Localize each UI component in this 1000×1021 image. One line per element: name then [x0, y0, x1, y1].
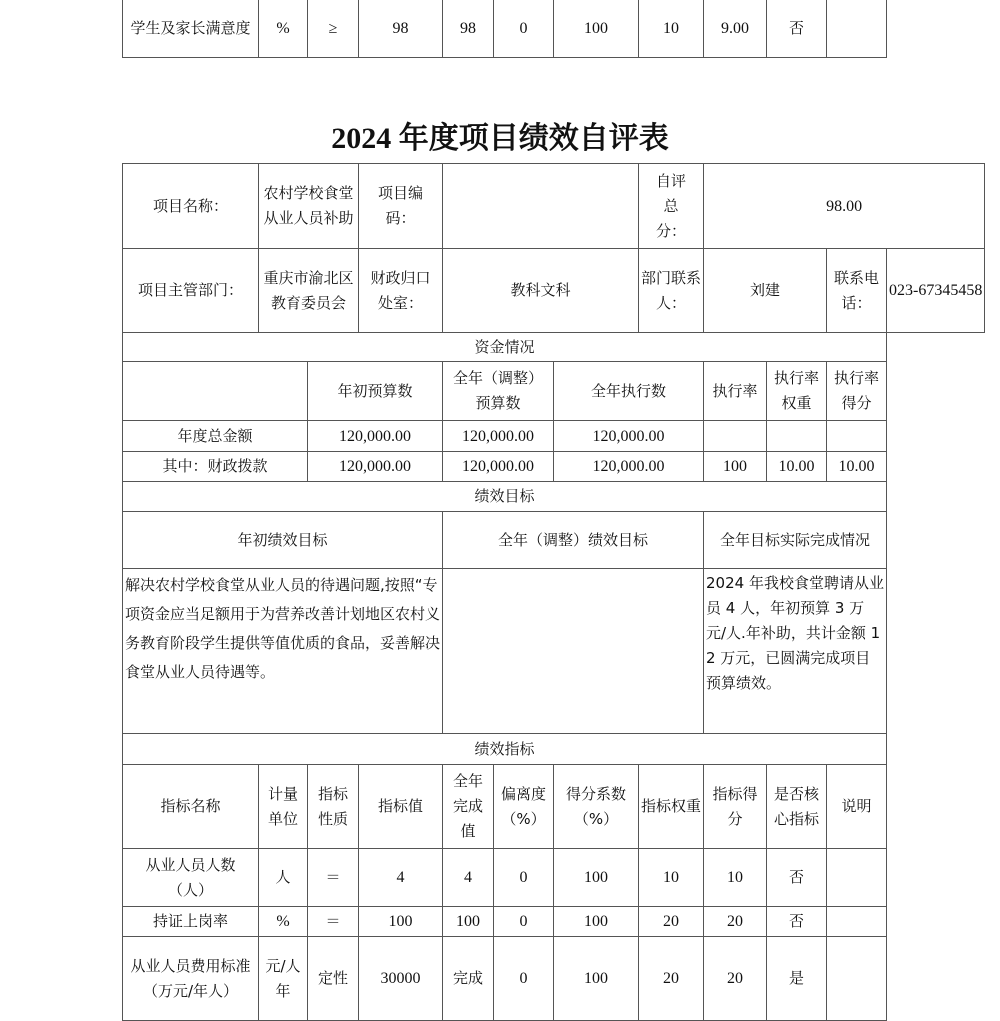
indicator-actual: 98 [443, 0, 494, 58]
indicator-weight: 20 [639, 937, 704, 1021]
indicator-score-coef: 100 [554, 937, 639, 1021]
funds-exec-score: 10.00 [827, 452, 887, 482]
funds-exec-score [827, 421, 887, 452]
indicator-nature: ≥ [308, 0, 359, 58]
indicator-weight: 10 [639, 849, 704, 907]
indicator-name: 从业人员费用标准（万元/年人） [123, 937, 259, 1021]
indicator-unit: 人 [259, 849, 308, 907]
goals-section-title: 绩效目标 [123, 482, 887, 512]
indicators-section-title: 绩效指标 [123, 734, 887, 765]
funds-header-exec-rate: 执行率 [704, 362, 767, 421]
goals-content-row [123, 569, 985, 734]
indicator-note [827, 849, 887, 907]
indicator-name: 从业人员人数（人） [123, 849, 259, 907]
indicator-core: 否 [767, 907, 827, 937]
page-title: 2024 年度项目绩效自评表 [331, 122, 669, 155]
funds-row [123, 421, 985, 452]
indicator-score-coef: 100 [554, 0, 639, 58]
indicator-target: 4 [359, 849, 443, 907]
project-code-label: 项目编码： [359, 164, 443, 249]
indicator-nature: ＝ [308, 907, 359, 937]
goals-header-adjusted: 全年（调整）绩效目标 [443, 512, 704, 569]
indicator-score: 20 [704, 907, 767, 937]
indicator-target: 30000 [359, 937, 443, 1021]
indicator-unit: % [259, 907, 308, 937]
funds-row-label: 其中：财政拨款 [123, 452, 308, 482]
funds-header-blank [123, 362, 308, 421]
table-row [123, 849, 985, 907]
goals-header-initial: 年初绩效目标 [123, 512, 443, 569]
previous-indicator-table [122, 0, 887, 58]
funds-row-label: 年度总金额 [123, 421, 308, 452]
funds-initial-budget: 120,000.00 [308, 421, 443, 452]
funds-adjusted-budget: 120,000.00 [443, 452, 554, 482]
contact-label: 部门联系人： [639, 249, 704, 333]
indicator-score-coef: 100 [554, 849, 639, 907]
ind-header-note: 说明 [827, 765, 887, 849]
funds-row [123, 452, 985, 482]
indicator-actual: 4 [443, 849, 494, 907]
indicator-deviation: 0 [494, 937, 554, 1021]
indicators-header-row [123, 765, 985, 849]
goals-actual-text: 2024 年我校食堂聘请从业员 4 人，年初预算 3 万元/人.年补助，共计金额 12 万元，已圆满完成项目预算绩效。 [704, 569, 887, 734]
funds-exec-weight: 10.00 [767, 452, 827, 482]
ind-header-score-coef: 得分系数（%） [554, 765, 639, 849]
ind-header-deviation: 偏离度（%） [494, 765, 554, 849]
section-header-row [123, 734, 985, 765]
indicator-name: 持证上岗率 [123, 907, 259, 937]
finance-office-label: 财政归口处室： [359, 249, 443, 333]
finance-office-value: 教科文科 [443, 249, 639, 333]
goals-initial-text: 解决农村学校食堂从业人员的待遇问题,按照“专项资金应当足额用于为营养改善计划地区农村义务教育阶段学生提供等值优质的食品，妥善解决食堂从业人员待遇等。 [123, 569, 443, 734]
funds-initial-budget: 120,000.00 [308, 452, 443, 482]
funds-header-initial-budget: 年初预算数 [308, 362, 443, 421]
total-score-value: 98.00 [704, 164, 985, 249]
funds-executed: 120,000.00 [554, 421, 704, 452]
project-code-value [443, 164, 639, 249]
funds-header-exec-weight: 执行率权重 [767, 362, 827, 421]
table-row [123, 907, 985, 937]
indicator-core: 是 [767, 937, 827, 1021]
indicator-deviation: 0 [494, 849, 554, 907]
indicator-name: 学生及家长满意度 [123, 0, 259, 58]
indicator-nature: ＝ [308, 849, 359, 907]
indicator-core: 否 [767, 849, 827, 907]
indicator-actual: 完成 [443, 937, 494, 1021]
indicator-score: 20 [704, 937, 767, 1021]
funds-adjusted-budget: 120,000.00 [443, 421, 554, 452]
total-score-label: 自评总分： [639, 164, 704, 249]
indicator-unit: % [259, 0, 308, 58]
goals-header-actual: 全年目标实际完成情况 [704, 512, 887, 569]
indicator-weight: 10 [639, 0, 704, 58]
table-row [123, 937, 985, 1021]
table-row [123, 0, 887, 58]
ind-header-target: 指标值 [359, 765, 443, 849]
funds-exec-rate [704, 421, 767, 452]
indicator-note [827, 0, 887, 58]
indicator-score: 10 [704, 849, 767, 907]
indicator-nature: 定性 [308, 937, 359, 1021]
info-row [123, 164, 985, 249]
indicator-target: 98 [359, 0, 443, 58]
indicator-core: 否 [767, 0, 827, 58]
ind-header-unit: 计量单位 [259, 765, 308, 849]
project-name-label: 项目名称： [123, 164, 259, 249]
phone-value: 023-67345458 [887, 249, 985, 333]
funds-executed: 120,000.00 [554, 452, 704, 482]
dept-label: 项目主管部门： [123, 249, 259, 333]
funds-exec-weight [767, 421, 827, 452]
funds-exec-rate: 100 [704, 452, 767, 482]
funds-header-executed: 全年执行数 [554, 362, 704, 421]
info-row [123, 249, 985, 333]
dept-value: 重庆市渝北区教育委员会 [259, 249, 359, 333]
goals-adjusted-text [443, 569, 704, 734]
ind-header-nature: 指标性质 [308, 765, 359, 849]
phone-label: 联系电话： [827, 249, 887, 333]
indicator-target: 100 [359, 907, 443, 937]
funds-header-row [123, 362, 985, 421]
funds-header-adjusted-budget: 全年（调整）预算数 [443, 362, 554, 421]
indicator-deviation: 0 [494, 907, 554, 937]
funds-header-exec-score: 执行率得分 [827, 362, 887, 421]
indicator-note [827, 907, 887, 937]
contact-value: 刘建 [704, 249, 827, 333]
indicator-weight: 20 [639, 907, 704, 937]
goals-header-row [123, 512, 985, 569]
indicator-score-coef: 100 [554, 907, 639, 937]
ind-header-core: 是否核心指标 [767, 765, 827, 849]
indicator-score: 9.00 [704, 0, 767, 58]
funds-section-title: 资金情况 [123, 333, 887, 362]
ind-header-name: 指标名称 [123, 765, 259, 849]
section-header-row [123, 482, 985, 512]
ind-header-weight: 指标权重 [639, 765, 704, 849]
indicator-actual: 100 [443, 907, 494, 937]
project-name-value: 农村学校食堂从业人员补助 [259, 164, 359, 249]
self-evaluation-table [122, 163, 985, 1021]
indicator-deviation: 0 [494, 0, 554, 58]
indicator-unit: 元/人年 [259, 937, 308, 1021]
indicator-note [827, 937, 887, 1021]
section-header-row [123, 333, 985, 362]
ind-header-score: 指标得分 [704, 765, 767, 849]
ind-header-actual: 全年完成值 [443, 765, 494, 849]
